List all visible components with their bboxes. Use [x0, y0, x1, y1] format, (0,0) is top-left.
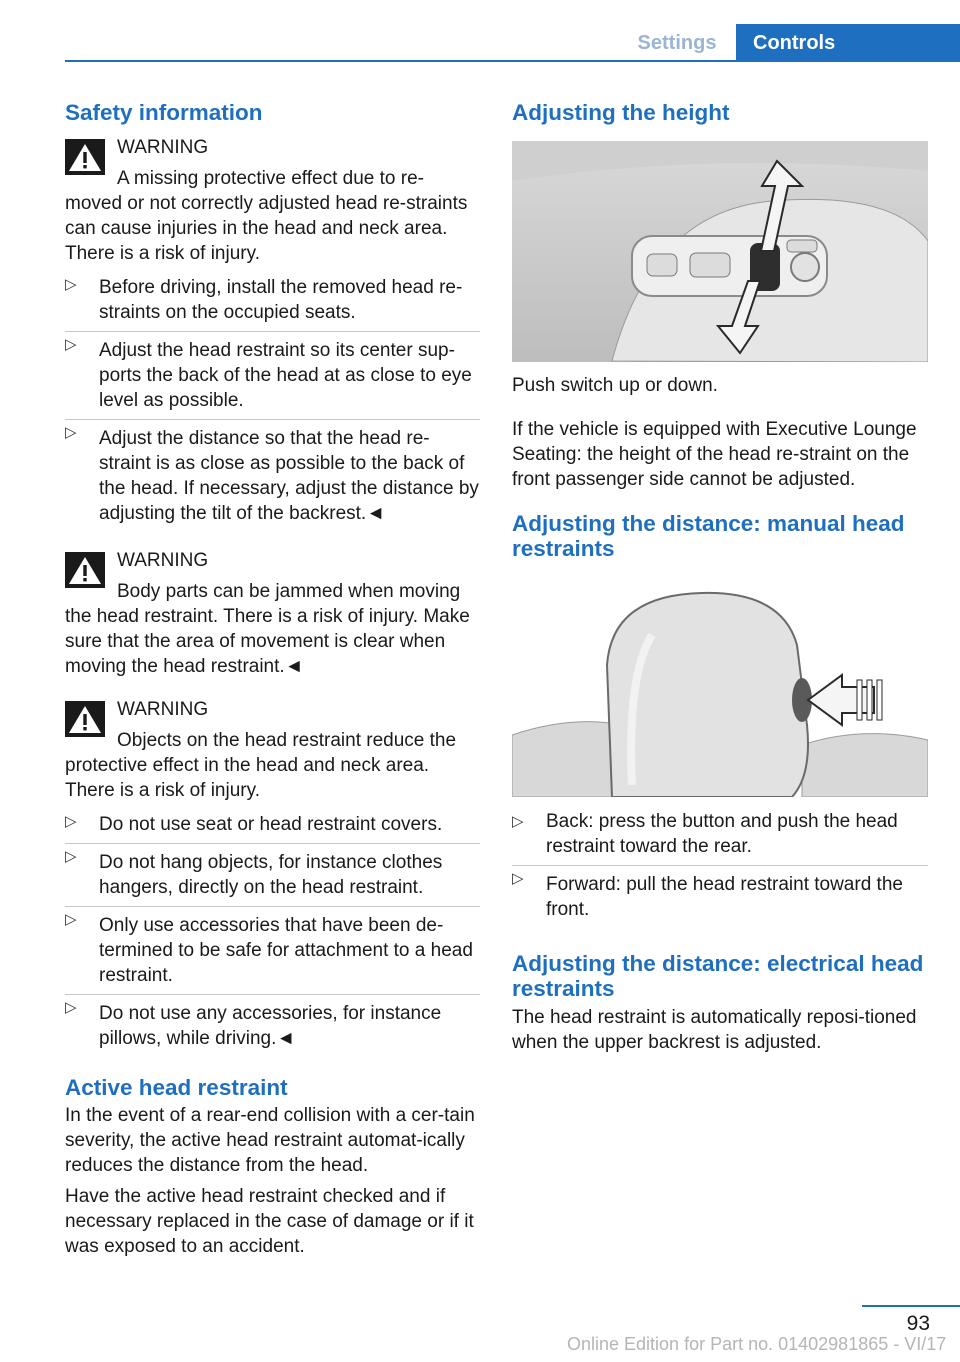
manual-head-restraint-illustration [512, 575, 928, 797]
electrical-distance-heading: Adjusting the distance: electrical head restraints [512, 951, 924, 1001]
adjusting-height-heading: Adjusting the height [512, 100, 730, 125]
right-column [512, 100, 928, 1055]
warning-text: Objects on the head restraint reduce the protective effect in the head and neck area. There is a risk of injury. [65, 730, 457, 801]
height-paragraph-1: Push switch up or down. [512, 375, 718, 396]
electrical-paragraph: The head restraint is automatically reposi‐tioned when the upper backrest is adjusted. [512, 1007, 917, 1053]
bullet-triangle-icon: ▷ [512, 870, 524, 887]
list-item: ▷ Back: press the button and push the head restraint toward the rear. [512, 811, 898, 857]
list-item: ▷ Do not use any accessories, for instance pillows, while driving.◄ [65, 995, 480, 1057]
page-number: 93 [906, 1312, 930, 1335]
seat-switch-illustration [512, 141, 928, 362]
bullet-triangle-icon: ▷ [65, 848, 77, 865]
header-section-settings: Settings [637, 32, 717, 54]
list-item: ▷ Only use accessories that have been de‐termined to be safe for attachment to a head restraint. [65, 907, 480, 994]
warning-text: Body parts can be jammed when moving the head restraint. There is a risk of injury. Make sure that the area of movement is clear when moving the head restraint.◄ [65, 581, 470, 677]
active-paragraph-1: In the event of a rear-end collision with a cer‐tain severity, the active head restraint automat‐ically reduces the distance from the head. [65, 1105, 475, 1176]
header-rule [65, 60, 960, 62]
warning-triangle-icon [65, 552, 105, 588]
warning-block-2 [65, 548, 480, 679]
list-item: ▷ Adjust the head restraint so its center sup‐ports the back of the head at as close to eye level as possible. [65, 332, 480, 419]
warning-text: A missing protective effect due to re‐moved or not correctly adjusted head re‐straints can cause injuries in the head and neck area. There is a risk of injury. [65, 168, 468, 264]
warning-block-1 [65, 135, 480, 266]
bullet-triangle-icon: ▷ [65, 999, 77, 1016]
bullet-triangle-icon: ▷ [65, 336, 77, 353]
height-paragraph-2: If the vehicle is equipped with Executive Lounge Seating: the height of the head re‐straint on the front passenger side cannot be adjusted. [512, 419, 917, 490]
warning-block-3 [65, 697, 480, 803]
active-head-restraint-heading: Active head restraint [65, 1075, 288, 1100]
warning-3-list [65, 809, 480, 1057]
bullet-triangle-icon: ▷ [65, 813, 77, 830]
bullet-triangle-icon: ▷ [512, 813, 524, 830]
warning-label: WARNING [117, 137, 209, 158]
list-item: ▷ Before driving, install the removed head re‐straints on the occupied seats. [65, 272, 480, 331]
footer-rule [862, 1305, 960, 1307]
manual-distance-list [512, 809, 928, 928]
list-item: ▷ Do not use seat or head restraint covers. [65, 809, 480, 843]
warning-1-list [65, 272, 480, 534]
bullet-triangle-icon: ▷ [65, 424, 77, 441]
edition-footer: Online Edition for Part no. 01402981865 - VI/17 [567, 1334, 947, 1354]
warning-label: WARNING [117, 699, 209, 720]
warning-label: WARNING [117, 550, 209, 571]
header-section-controls: Controls [736, 24, 960, 62]
bullet-triangle-icon: ▷ [65, 911, 77, 928]
bullet-triangle-icon: ▷ [65, 276, 77, 293]
active-paragraph-2: Have the active head restraint checked and if necessary replaced in the case of damage or if it was exposed to an accident. [65, 1186, 474, 1257]
list-item: ▷ Forward: pull the head restraint toward the front. [512, 866, 928, 928]
left-column [65, 100, 480, 1259]
list-item: ▷ Adjust the distance so that the head re‐straint is as close as possible to the back of the head. If necessary, adjust the distance by adjusting the tilt of the backrest.◄ [65, 420, 480, 534]
list-item: ▷ Do not hang objects, for instance clothes hangers, directly on the head restraint. [65, 844, 480, 906]
safety-information-heading: Safety information [65, 100, 263, 125]
warning-triangle-icon [65, 139, 105, 175]
manual-distance-heading: Adjusting the distance: manual head restraints [512, 511, 905, 561]
warning-triangle-icon [65, 701, 105, 737]
